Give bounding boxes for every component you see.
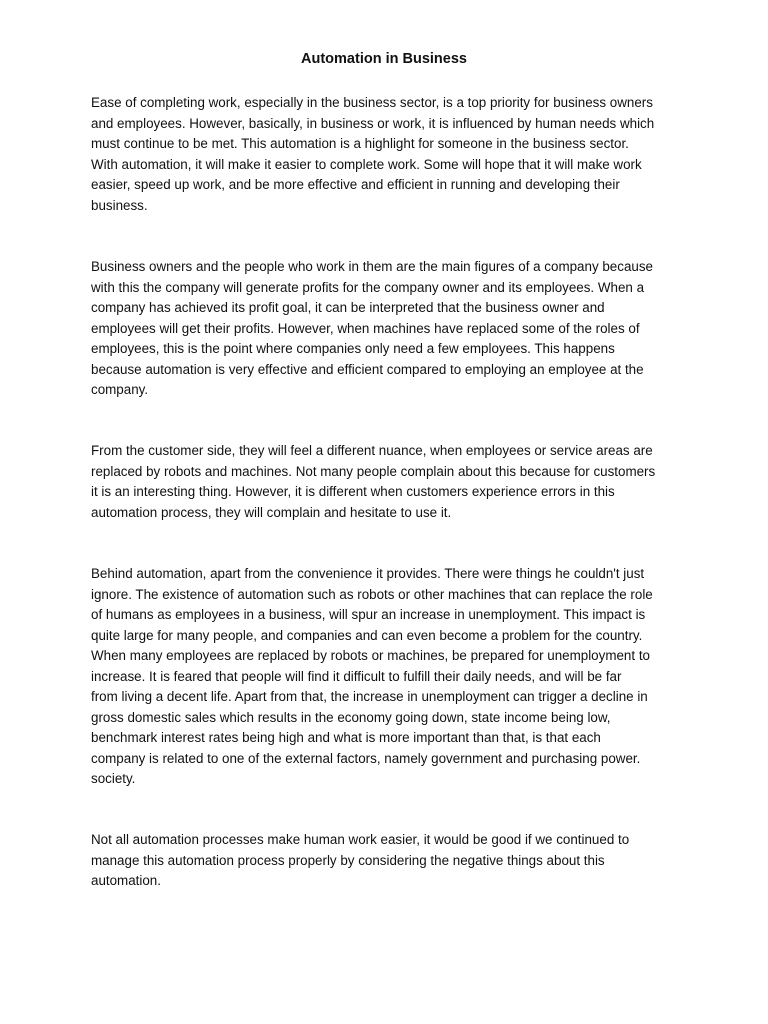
paragraph-line: of humans as employees in a business, will spur an increase in unemployment. This impact is — [91, 607, 646, 622]
paragraph-line: company is related to one of the external factors, namely government and purchasing power. — [91, 750, 641, 766]
document-title: Automation in Business — [301, 51, 467, 67]
paragraph-line: automation. — [91, 873, 161, 888]
paragraph-line: Ease of completing work, especially in the business sector, is a top priority for business owners — [91, 95, 653, 110]
paragraph-line: company has achieved its profit goal, it can be interpreted that the business owner and — [91, 300, 605, 315]
paragraph-line: From the customer side, they will feel a different nuance, when employees or service areas are — [91, 443, 653, 458]
paragraph-line: employees will get their profits. However, when machines have replaced some of the roles of — [91, 320, 640, 336]
paragraph-line: it is an interesting thing. However, it is different when customers experience errors in this — [91, 484, 615, 499]
paragraph-line: must continue to be met. This automation is a highlight for someone in the business sector. — [91, 136, 629, 151]
paragraph-2 — [91, 257, 691, 401]
paragraph-line: Business owners and the people who work in them are the main figures of a company because — [91, 259, 653, 274]
paragraph-line: gross domestic sales which results in the economy going down, state income being low, — [91, 709, 611, 725]
paragraph-line: benchmark interest rates being high and what is more important than that, is that each — [91, 730, 601, 745]
paragraph-line: company. — [91, 382, 149, 397]
paragraph-3 — [91, 441, 691, 523]
paragraph-line: employees, this is the point where companies only need a few employees. This happens — [91, 341, 615, 356]
paragraph-line: with this the company will generate profits for the company owner and its employees. When a — [91, 279, 645, 295]
paragraph-line: automation process, they will complain and hesitate to use it. — [91, 504, 452, 520]
paragraph-line: replaced by robots and machines. Not many people complain about this because for customers — [91, 463, 656, 479]
paragraph-line: With automation, it will make it easier to complete work. Some will hope that it will make work — [91, 156, 642, 172]
paragraph-line: When many employees are replaced by robots or machines, be prepared for unemployment to — [91, 648, 650, 663]
paragraph-line: quite large for many people, and companies and can even become a problem for the country. — [91, 627, 643, 643]
paragraph-line: society. — [91, 771, 136, 786]
paragraph-line: business. — [91, 197, 148, 213]
paragraph-line: Not all automation processes make human work easier, it would be good if we continued to — [91, 832, 630, 847]
paragraph-line: and employees. However, basically, in business or work, it is influenced by human needs which — [91, 115, 655, 131]
paragraph-1 — [91, 93, 691, 216]
paragraph-line: ignore. The existence of automation such as robots or other machines that can replace the role — [91, 586, 653, 602]
paragraph-line: Behind automation, apart from the convenience it provides. There were things he couldn't just — [91, 566, 645, 581]
paragraph-4 — [91, 564, 691, 790]
paragraph-line: from living a decent life. Apart from that, the increase in unemployment can trigger a decline in — [91, 689, 648, 704]
paragraph-line: because automation is very effective and efficient compared to employing an employee at the — [91, 361, 644, 377]
paragraph-line: increase. It is feared that people will find it difficult to fulfill their daily needs, and will be far — [91, 668, 622, 684]
paragraph-line: manage this automation process properly by considering the negative things about this — [91, 852, 605, 868]
paragraph-5 — [91, 830, 691, 892]
paragraph-line: easier, speed up work, and be more effective and efficient in running and developing their — [91, 177, 620, 192]
